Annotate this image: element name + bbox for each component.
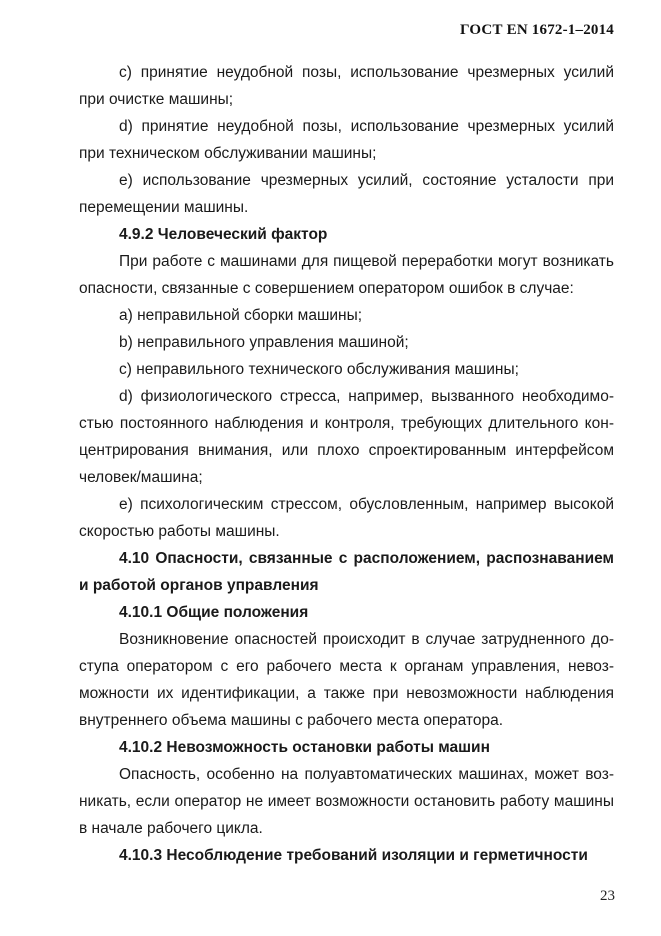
list-item-a-assembly: a) неправильной сборки машины; (119, 307, 363, 324)
page-content (79, 59, 614, 869)
document-standard-header: ГОСТ EN 1672-1–2014 (460, 22, 614, 38)
section-heading-4-10-2: 4.10.2 Невозможность остановки работы машин (119, 739, 490, 756)
section-paragraph-4-10-2: Опасность, особенно на полуавтоматических машинах, может возникать, если оператор не имеет возможности остановить работу машины в начале рабочего цикла. (79, 766, 614, 837)
list-item-e-psychological-stress: e) психологическим стрессом, обусловленным, например высокой скоростью работы машины. (79, 496, 614, 540)
list-item-e-moving: e) использование чрезмерных усилий, состояние усталости при перемещении машины. (79, 172, 614, 216)
list-item-d-maintenance: d) принятие неудобной позы, использование чрезмерных усилий при техническом обслуживании машины; (79, 118, 614, 162)
section-heading-4-10-3: 4.10.3 Несоблюдение требований изоляции и герметичности (119, 847, 588, 864)
section-paragraph-4-10-1: Возникновение опасностей происходит в случае затрудненного доступа оператором с его рабочего места к органам управления, невозможности их идентификации, а также при невозможности наблюдения внутреннего объема машины с рабочего места оператора. (79, 631, 614, 729)
section-intro-4-9-2: При работе с машинами для пищевой переработки могут возникать опасности, связанные с совершением оператором ошибок в случае: (79, 253, 614, 297)
section-heading-4-9-2: 4.9.2 Человеческий фактор (119, 226, 328, 243)
list-item-c-service: c) неправильного технического обслуживания машины; (119, 361, 519, 378)
list-item-d-physiological-stress: d) физиологического стресса, например, вызванного необходимостью постоянного наблюдения и контроля, требующих длительного концентрирования внимания, или плохо спроектированным интерфейсом человек/машина; (79, 388, 614, 486)
list-item-b-control: b) неправильного управления машиной; (119, 334, 409, 351)
page-number: 23 (600, 888, 615, 904)
section-heading-4-10-1: 4.10.1 Общие положения (119, 604, 309, 621)
list-item-c-cleaning: c) принятие неудобной позы, использование чрезмерных усилий при очистке машины; (79, 64, 614, 108)
section-heading-4-10: 4.10 Опасности, связанные с расположением, распознаванием и работой органов управления (79, 550, 614, 594)
